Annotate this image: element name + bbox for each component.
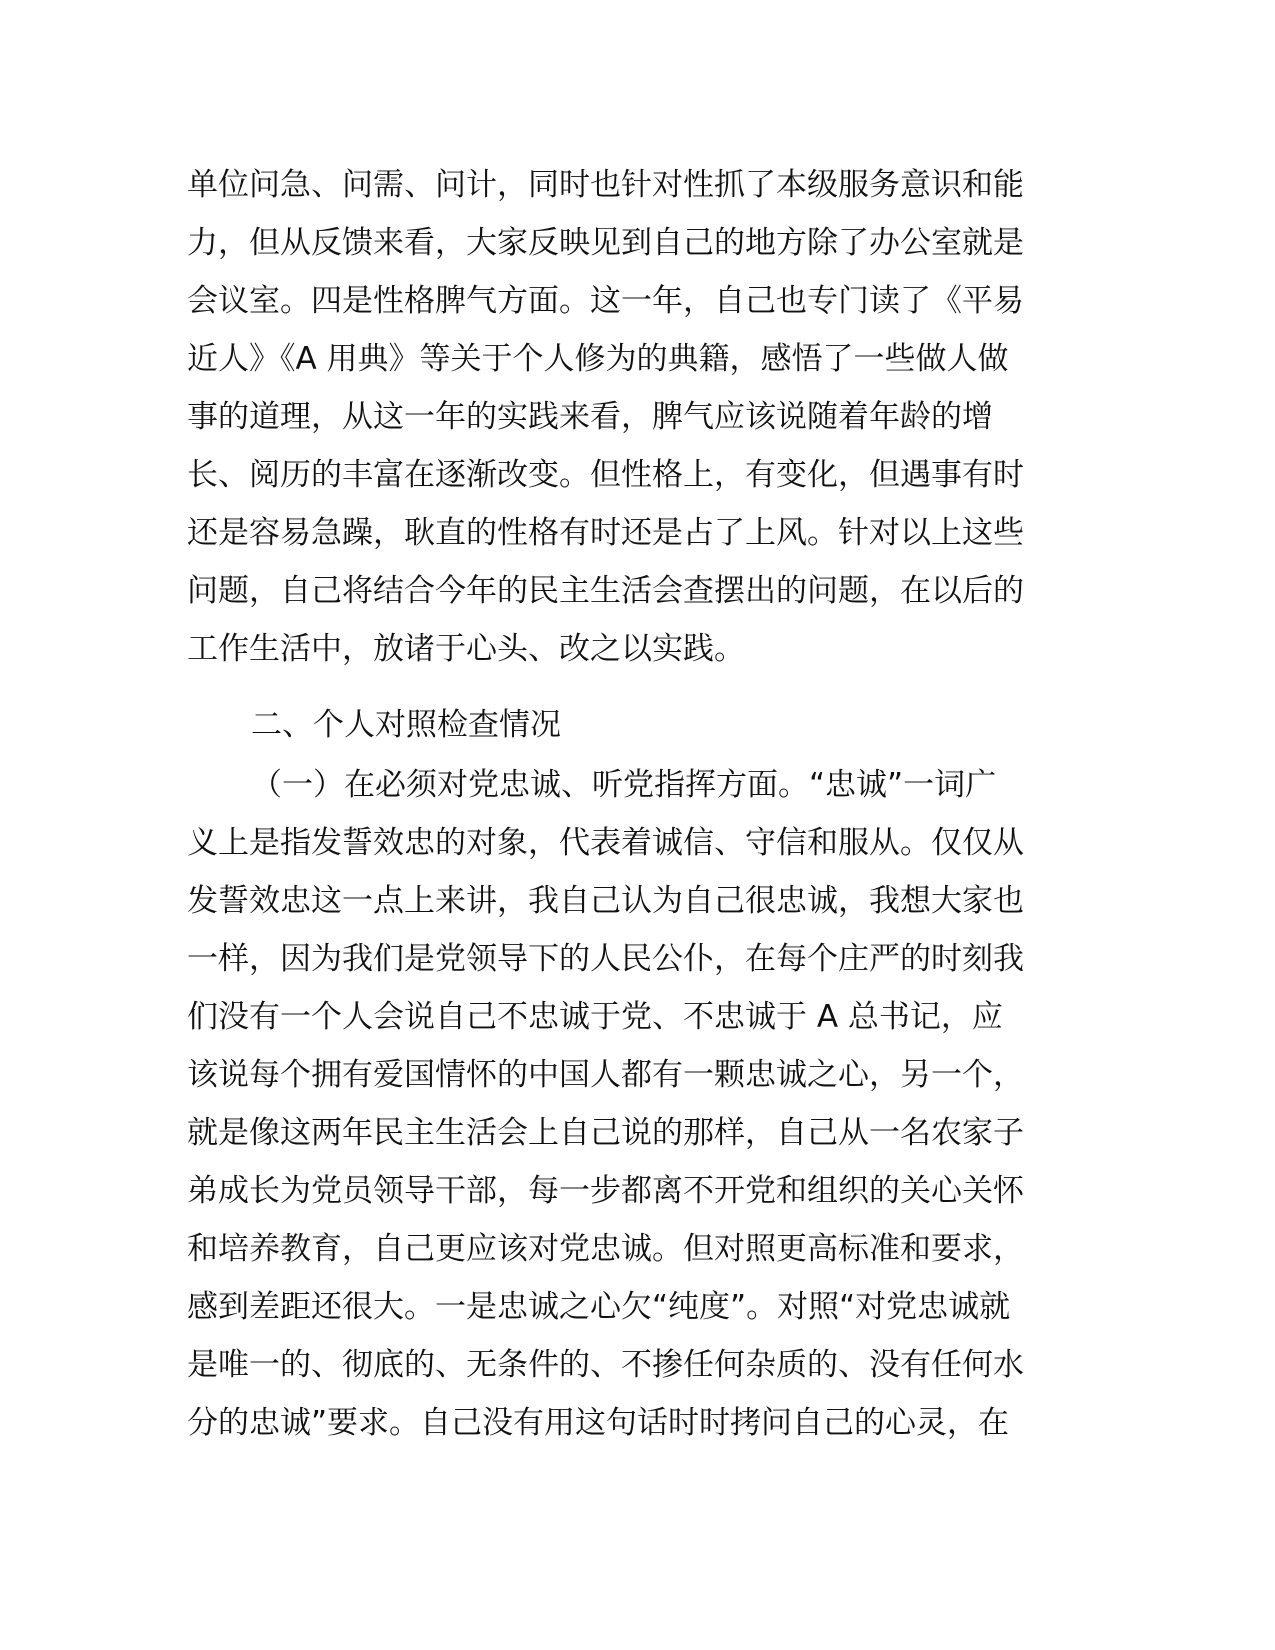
text-line: 是唯一的、彻底的、无条件的、不掺任何杂质的、没有任何水 xyxy=(187,1347,1024,1383)
paragraph-loyalty xyxy=(187,756,1087,1452)
paragraph-personal-character xyxy=(187,156,1087,678)
text-line: 问题，自己将结合今年的民主生活会查摆出的问题，在以后的 xyxy=(187,573,1024,609)
section-heading-text: 二、个人对照检查情况 xyxy=(251,707,561,743)
text-line: 义上是指发誓效忠的对象，代表着诚信、守信和服从。仅仅从 xyxy=(187,825,1024,861)
text-line: 近人》《A 用典》等关于个人修为的典籍，感悟了一些做人做 xyxy=(187,341,1009,377)
text-line: 们没有一个人会说自己不忠诚于党、不忠诚于 A 总书记，应 xyxy=(187,999,1003,1035)
text-line: 力，但从反馈来看，大家反映见到自己的地方除了办公室就是 xyxy=(187,225,1024,261)
text-line: 感到差距还很大。一是忠诚之心欠“纯度”。对照“对党忠诚就 xyxy=(187,1289,1011,1325)
text-line: 该说每个拥有爱国情怀的中国人都有一颗忠诚之心，另一个， xyxy=(187,1057,1024,1093)
text-line: （一）在必须对党忠诚、听党指挥方面。“忠诚”一词广 xyxy=(251,767,997,803)
text-line: 分的忠诚”要求。自己没有用这句话时时拷问自己的心灵，在 xyxy=(187,1405,1010,1441)
text-line: 事的道理，从这一年的实践来看，脾气应该说随着年龄的增 xyxy=(187,399,993,435)
text-line: 就是像这两年民主生活会上自己说的那样，自己从一名农家子 xyxy=(187,1115,1024,1151)
text-line: 工作生活中，放诸于心头、改之以实践。 xyxy=(187,631,745,667)
text-line: 长、阅历的丰富在逐渐改变。但性格上，有变化，但遇事有时 xyxy=(187,457,1024,493)
text-line: 和培养教育，自己更应该对党忠诚。但对照更高标准和要求， xyxy=(187,1231,1024,1267)
text-line: 一样，因为我们是党领导下的人民公仆，在每个庄严的时刻我 xyxy=(187,941,1024,977)
text-line: 弟成长为党员领导干部，每一步都离不开党和组织的关心关怀 xyxy=(187,1173,1024,1209)
text-line: 单位问急、问需、问计，同时也针对性抓了本级服务意识和能 xyxy=(187,167,1024,203)
text-line: 会议室。四是性格脾气方面。这一年，自己也专门读了《平易 xyxy=(187,283,1024,319)
section-heading xyxy=(187,696,1087,754)
text-line: 还是容易急躁，耿直的性格有时还是占了上风。针对以上这些 xyxy=(187,515,1024,551)
text-line: 发誓效忠这一点上来讲，我自己认为自己很忠诚，我想大家也 xyxy=(187,883,1024,919)
